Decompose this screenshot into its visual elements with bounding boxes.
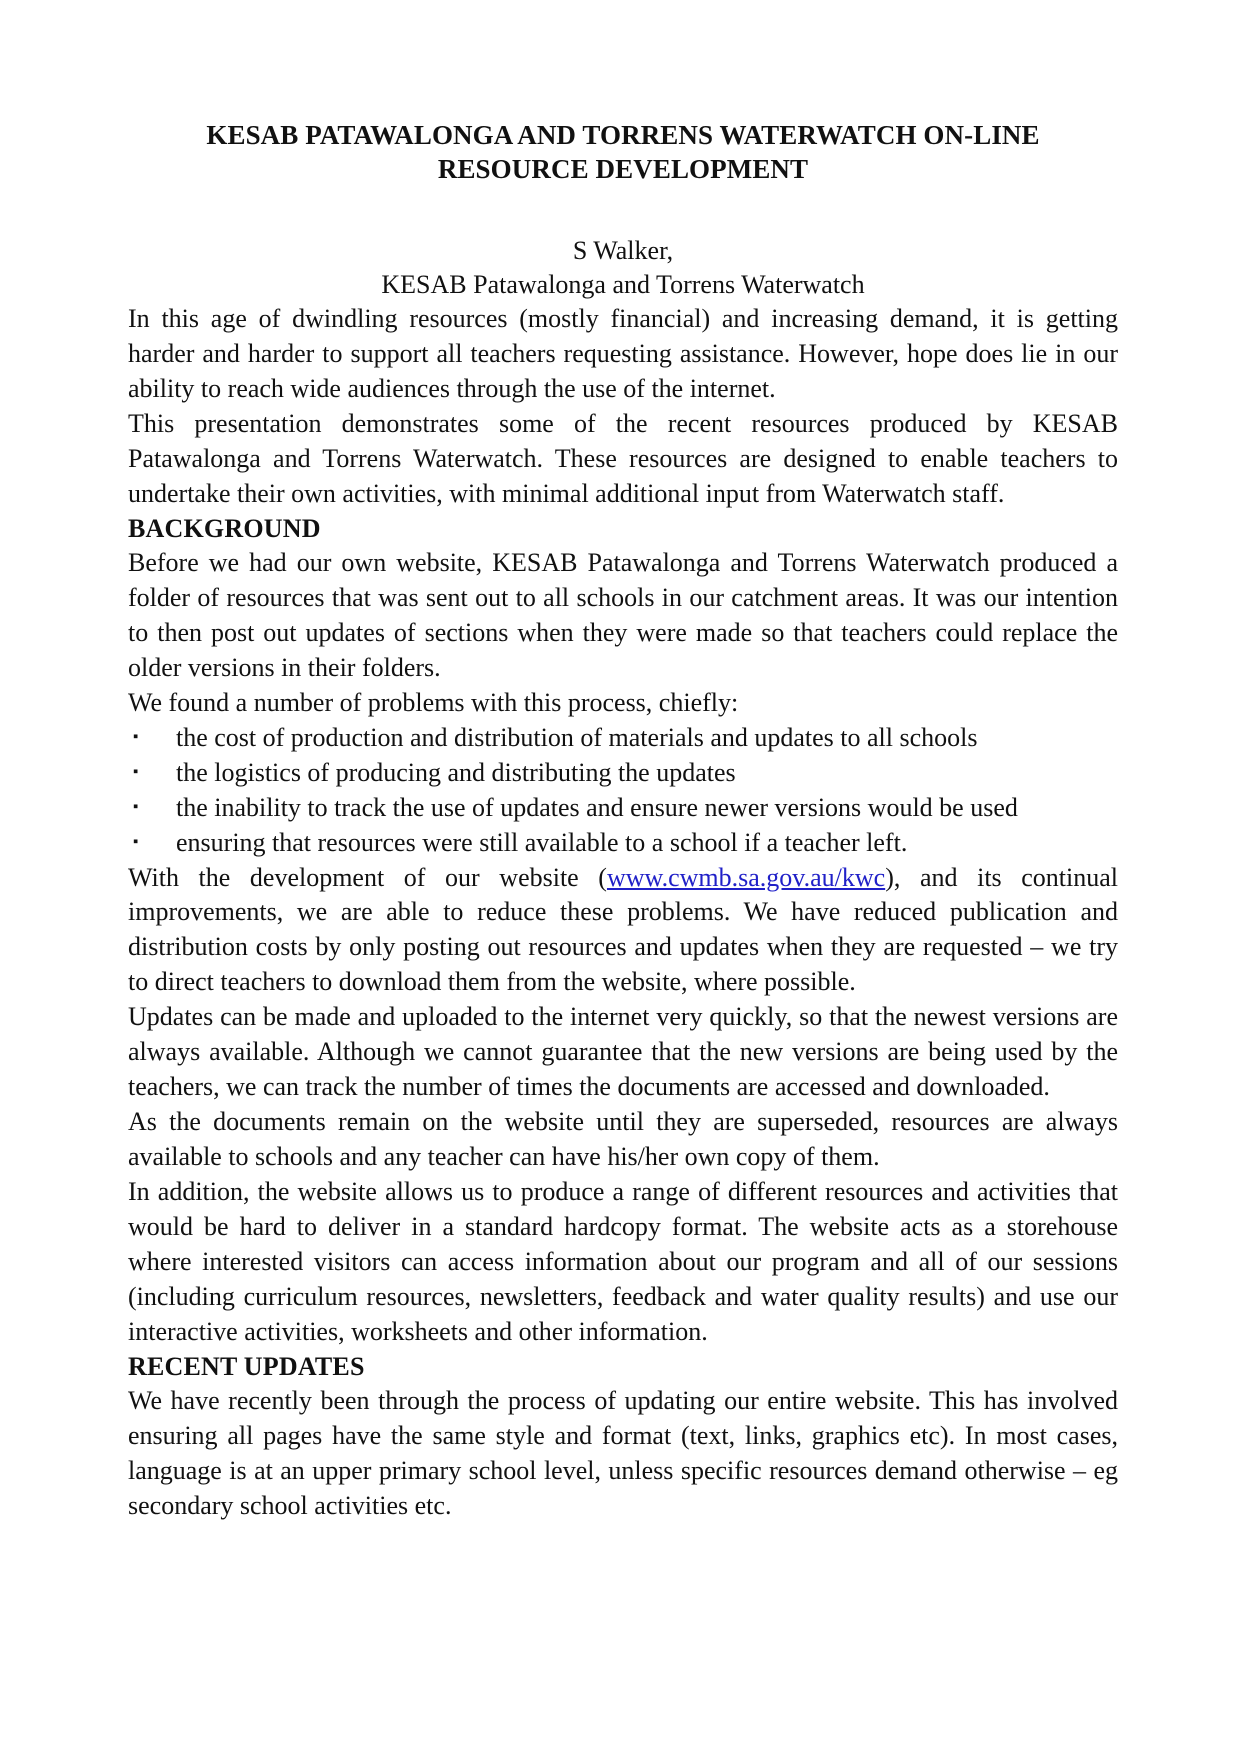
background-paragraph-3: Updates can be made and uploaded to the internet very quickly, so that the newest versions are always available. Although we cannot guarantee that the new versions are being used by the teachers, we can track the number of times the documents are accessed and downloaded. bbox=[128, 1002, 1118, 1102]
square-bullet-icon: ▪ bbox=[133, 798, 139, 815]
recent-updates-paragraph-1: We have recently been through the process of updating our entire website. This has involved ensuring all pages have the same style and format (text, links, graphics etc). In most cases, language is at an upper primary school level, unless specific resources demand otherwise – eg secondary school activities etc. bbox=[128, 1385, 1118, 1520]
background-paragraph-website bbox=[128, 861, 1118, 1001]
section-heading-recent-updates: RECENT UPDATES bbox=[128, 1352, 365, 1382]
page-title: KESAB PATAWALONGA AND TORRENS WATERWATCH ON-LINE RESOURCE DEVELOPMENT bbox=[206, 120, 1040, 185]
paragraph-text-before-link: With the development of our website ( bbox=[128, 862, 607, 892]
square-bullet-icon: ▪ bbox=[133, 728, 139, 745]
square-bullet-icon: ▪ bbox=[133, 833, 139, 850]
list-item-label: the inability to track the use of updates and ensure newer versions would be used bbox=[176, 792, 1018, 822]
author-affiliation: KESAB Patawalonga and Torrens Waterwatch bbox=[381, 269, 865, 299]
intro-paragraph-2: This presentation demonstrates some of the recent resources produced by KESAB Patawalonga and Torrens Waterwatch. These resources are designed to enable teachers to undertake their own activities, with minimal additional input from Waterwatch staff. bbox=[128, 409, 1118, 509]
background-paragraph-1: Before we had our own website, KESAB Patawalonga and Torrens Waterwatch produced a folder of resources that was sent out to all schools in our catchment areas. It was our intention to then post out updates of sections when they were made so that teachers could replace the older versions in their folders. bbox=[128, 547, 1118, 682]
list-item bbox=[128, 721, 1118, 756]
author-name: S Walker, bbox=[572, 235, 674, 265]
section-heading-background: BACKGROUND bbox=[128, 514, 321, 543]
list-item-label: the logistics of producing and distributing the updates bbox=[176, 757, 736, 787]
list-item-label: ensuring that resources were still available to a school if a teacher left. bbox=[176, 827, 908, 857]
list-item bbox=[128, 756, 1118, 791]
paragraph-text-after-link: ), and its continual improvements, we are able to reduce these problems. We have reduced publication and distribution costs by only posting out resources and updates when they are requested – we try to direct teachers to download them from the website, where possible. bbox=[128, 862, 1118, 997]
website-link[interactable]: www.cwmb.sa.gov.au/kwc bbox=[606, 862, 886, 892]
square-bullet-icon: ▪ bbox=[133, 763, 139, 780]
bullet-list-lead-in: We found a number of problems with this process, chiefly: bbox=[128, 687, 739, 717]
list-item bbox=[128, 826, 1118, 861]
problems-bullet-list bbox=[128, 721, 1118, 861]
background-paragraph-5: In addition, the website allows us to produce a range of different resources and activities that would be hard to deliver in a standard hardcopy format. The website acts as a storehouse where interested visitors can access information about our program and all of our sessions (including curriculum resources, newsletters, feedback and water quality results) and use our interactive activities, worksheets and other information. bbox=[128, 1177, 1118, 1347]
list-item-label: the cost of production and distribution of materials and updates to all schools bbox=[176, 722, 978, 752]
background-paragraph-4: As the documents remain on the website until they are superseded, resources are always available to schools and any teacher can have his/her own copy of them. bbox=[128, 1107, 1118, 1172]
intro-paragraph-1: In this age of dwindling resources (mostly financial) and increasing demand, it is getting harder and harder to support all teachers requesting assistance. However, hope does lie in our ability to reach wide audiences through the use of the internet. bbox=[128, 304, 1118, 404]
author-block bbox=[128, 234, 1118, 303]
list-item bbox=[128, 791, 1118, 826]
